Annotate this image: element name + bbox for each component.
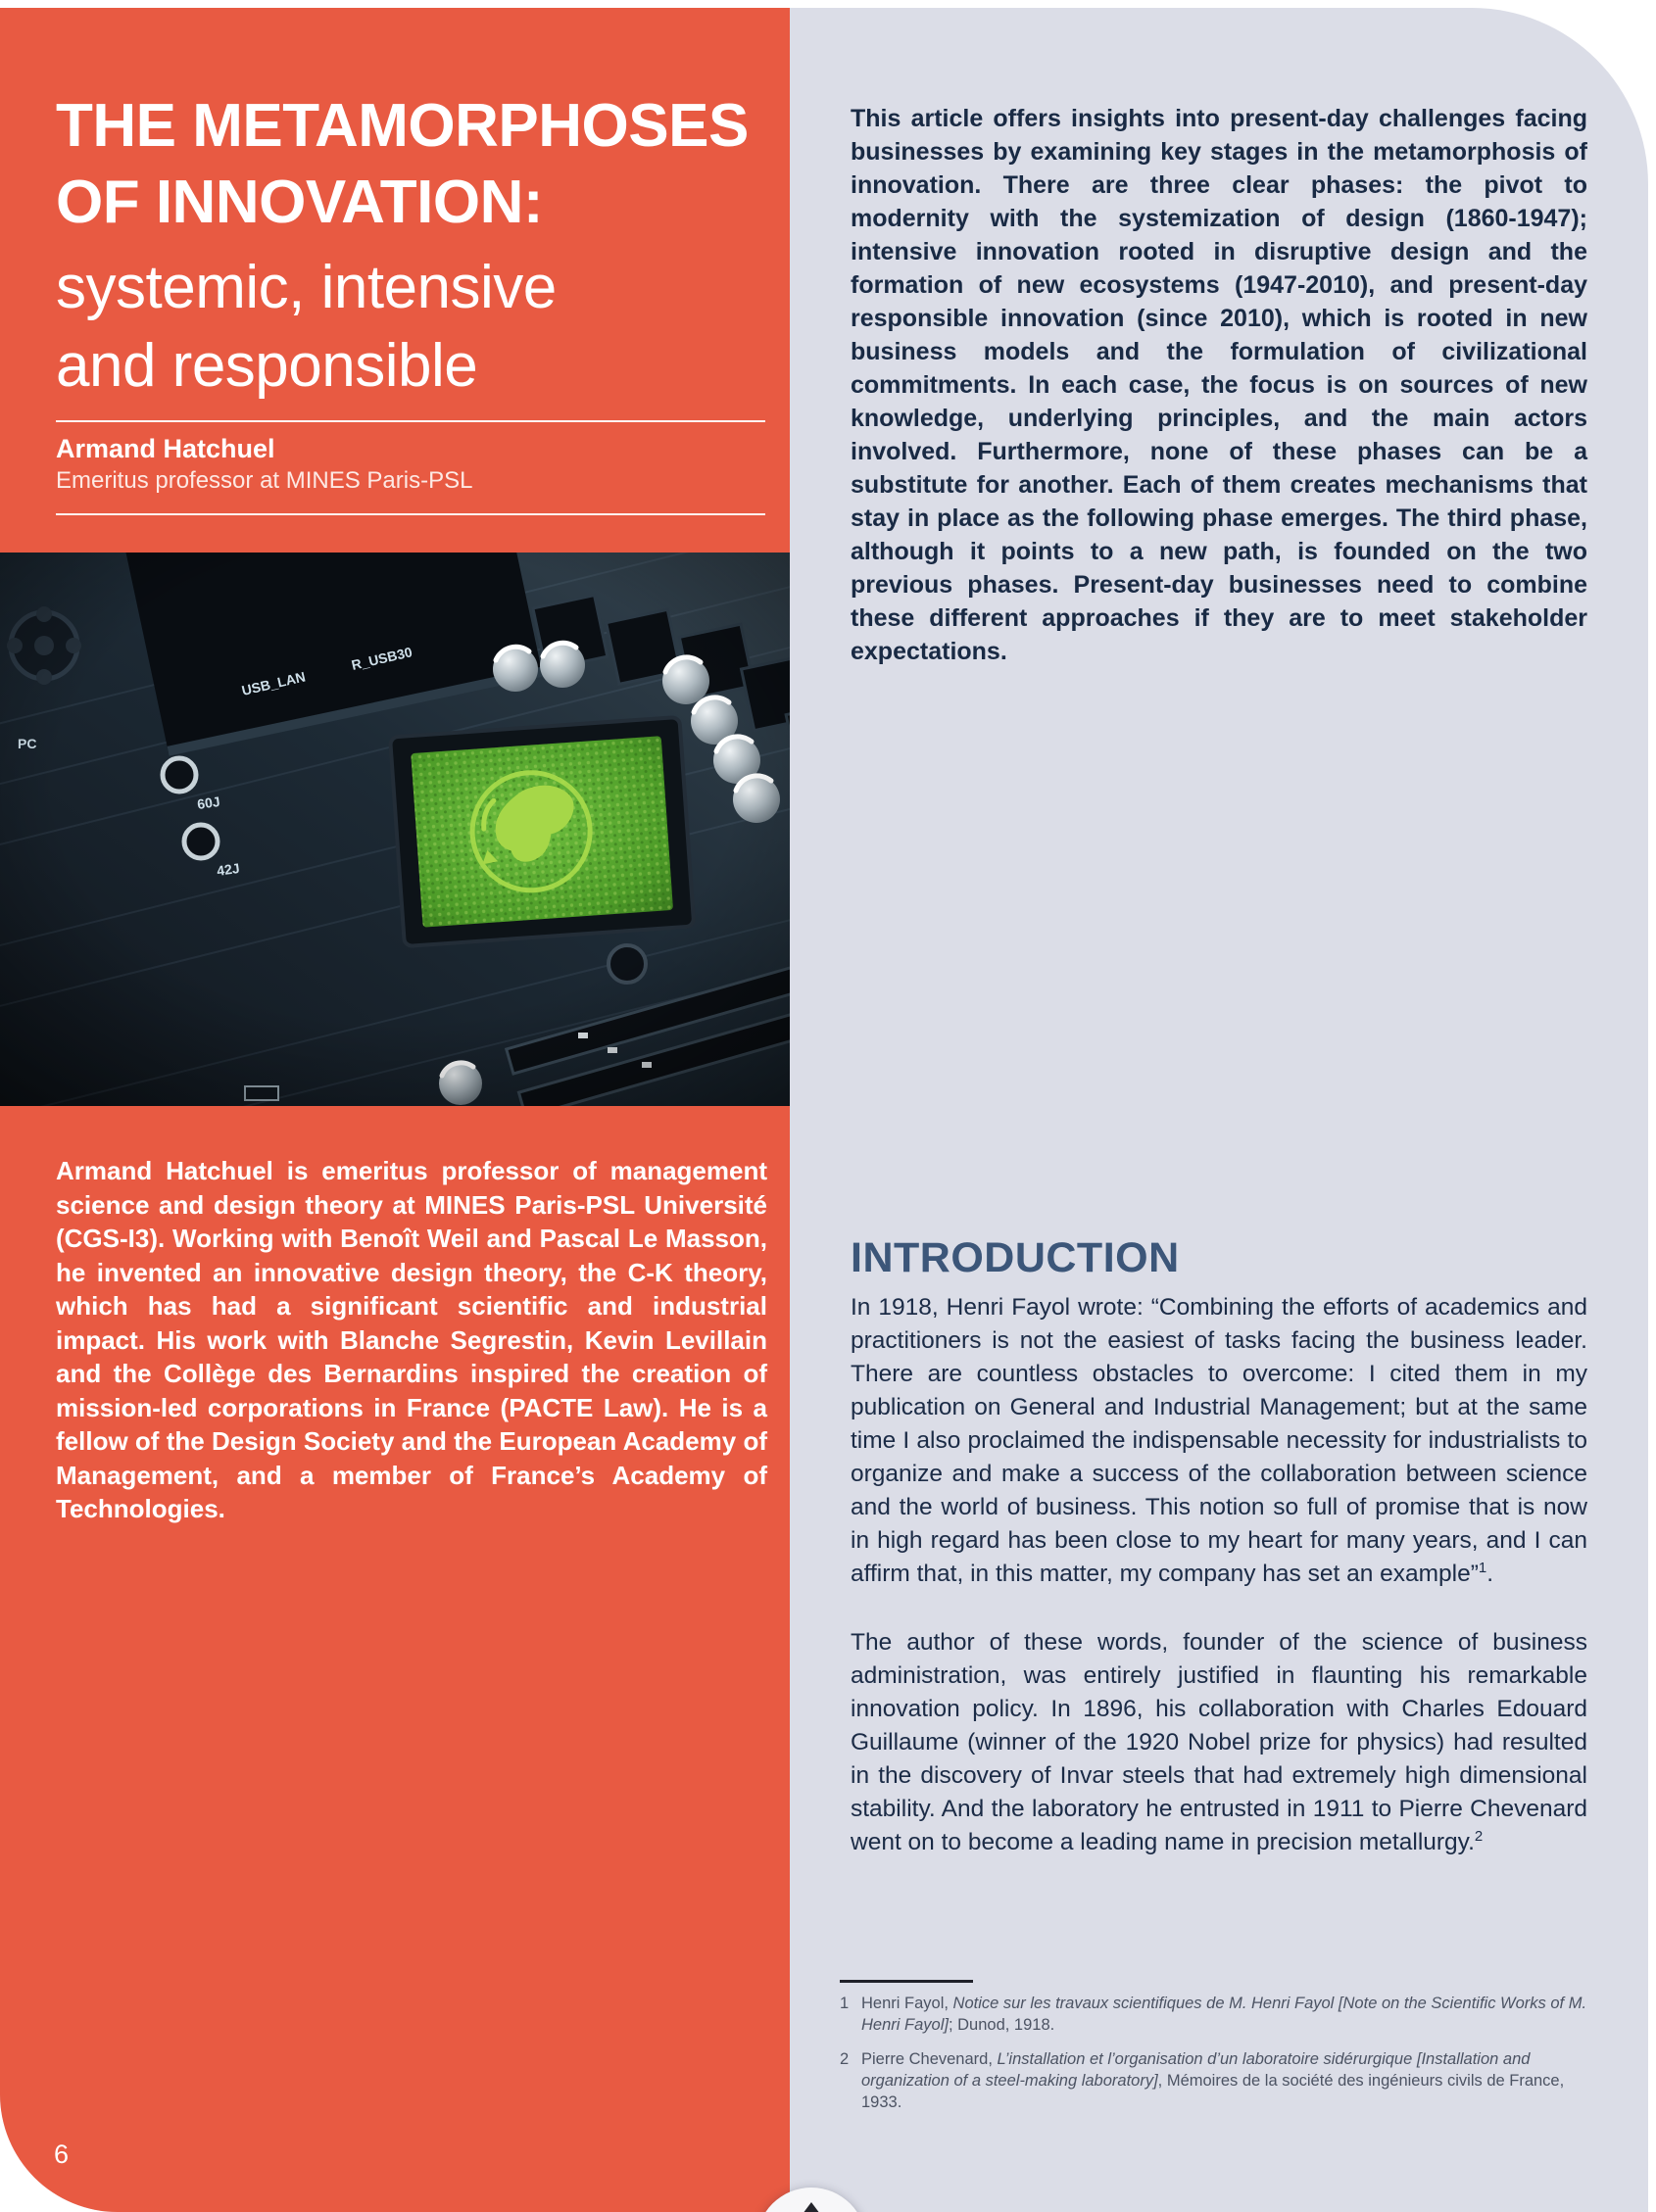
footnote-divider <box>840 1980 973 1983</box>
footnote-item-2 <box>840 2048 1590 2113</box>
page-title <box>56 88 771 241</box>
author-name: Armand Hatchuel <box>56 434 275 463</box>
footnotes <box>840 1993 1590 2126</box>
page-number: 6 <box>54 2140 70 2169</box>
footnote-text-italic: L’installation et l’organisation d’un laboratoire sidérurgique [Installation and organization of a steel-making laboratory] <box>861 2050 1531 2090</box>
footnote-text-italic: Notice sur les travaux scientifiques de M. Henri Fayol [Note on the Scientific Works of M. Henri Fayol] <box>861 1995 1587 2034</box>
title-line-2: OF INNOVATION: <box>56 168 543 236</box>
title-line-1: THE METAMORPHOSES <box>56 92 749 160</box>
paragraph-text: In 1918, Henri Fayol wrote: “Combining the efforts of academics and practitioners is not the easiest of tasks facing the business leader. There are countless obstacles to overcome: I cited them in my publication on General and Industrial Management; but at the same time I also proclaimed the indispensable necessity for industrialists to organize and make a success of the collaboration between science and the world of business. This notion so full of promise that is now in high regard has been close to my heart for many years, and I can affirm that, in this matter, my company has set an example” <box>851 1294 1587 1587</box>
author-role: Emeritus professor at MINES Paris-PSL <box>56 467 473 494</box>
article-body <box>851 1291 1587 1895</box>
home-icon <box>783 2201 840 2212</box>
body-paragraph-2 <box>851 1626 1587 1859</box>
circuit-board-photo <box>0 553 790 1106</box>
footnote-text-roman: ; Dunod, 1918. <box>948 2016 1055 2034</box>
circuit-board-illustration <box>0 553 790 1106</box>
page-subtitle <box>56 249 771 406</box>
footnote-item-1 <box>840 1993 1590 2036</box>
paragraph-text: . <box>1486 1561 1494 1587</box>
footnote-text <box>861 1993 1590 2036</box>
footnote-number: 1 <box>840 1995 850 2012</box>
title-panel <box>0 8 790 2212</box>
author-bio: Armand Hatchuel is emeritus professor of management science and design theory at MINES Paris-PSL Université (CGS-I3). Working with Benoît Weil and Pascal Le Masson, he invented an innovative design theory, the C-K theory, which has had a significant scientific and industrial impact. His work with Blanche Segrestin, Kevin Levillain and the Collège des Bernardins inspired the creation of mission-led corporations in France (PACTE Law). He is a fellow of the Design Society and the European Academy of Management, and a member of France’s Academy of Technologies. <box>56 1156 767 1523</box>
paragraph-text: The author of these words, founder of the science of business administration, was entirely justified in flaunting his remarkable innovation policy. In 1896, his collaboration with Charles Edouard Guillaume (winner of the 1920 Nobel prize for physics) had resulted in the discovery of Invar steels that had extremely high dimensional stability. And the laboratory he entrusted in 1911 to Pierre Chevenard went on to become a leading name in precision metallurgy. <box>851 1629 1587 1855</box>
footnote-text-roman: Henri Fayol, <box>861 1995 953 2012</box>
footnote-ref-2: 2 <box>1474 1827 1484 1845</box>
subtitle-line-2: and responsible <box>56 332 478 400</box>
divider <box>56 420 765 422</box>
footnote-ref-1: 1 <box>1478 1559 1487 1576</box>
section-heading-introduction: INTRODUCTION <box>851 1234 1180 1281</box>
subtitle-line-1: systemic, intensive <box>56 254 557 321</box>
divider <box>56 513 765 515</box>
footnote-text <box>861 2048 1590 2113</box>
footnote-text-roman: , Mémoires de la société des ingénieurs civils de France, 1933. <box>861 2072 1565 2111</box>
article-abstract: This article offers insights into present-day challenges facing businesses by examining key stages in the metamorphosis of innovation. There are three clear phases: the pivot to modernity with the systemization of design (1860-1947); intensive innovation rooted in disruptive design and the formation of new ecosystems (1947-2010), and present-day responsible innovation (since 2010), which is rooted in new business models and the formulation of civilizational commitments. In each case, the focus is on sources of new knowledge, underlying principles, and the main actors involved. Furthermore, none of these phases can be a substitute for another. Each of them creates mechanisms that stay in place as the following phase emerges. The third phase, although it points to a new path, is founded on the two previous phases. Present-day businesses need to combine these different approaches if they are to meet stakeholder expectations. <box>851 105 1587 665</box>
article-page <box>0 8 1648 2212</box>
footnote-number: 2 <box>840 2050 850 2068</box>
body-paragraph-1 <box>851 1291 1587 1591</box>
footnote-text-roman: Pierre Chevenard, <box>861 2050 998 2068</box>
